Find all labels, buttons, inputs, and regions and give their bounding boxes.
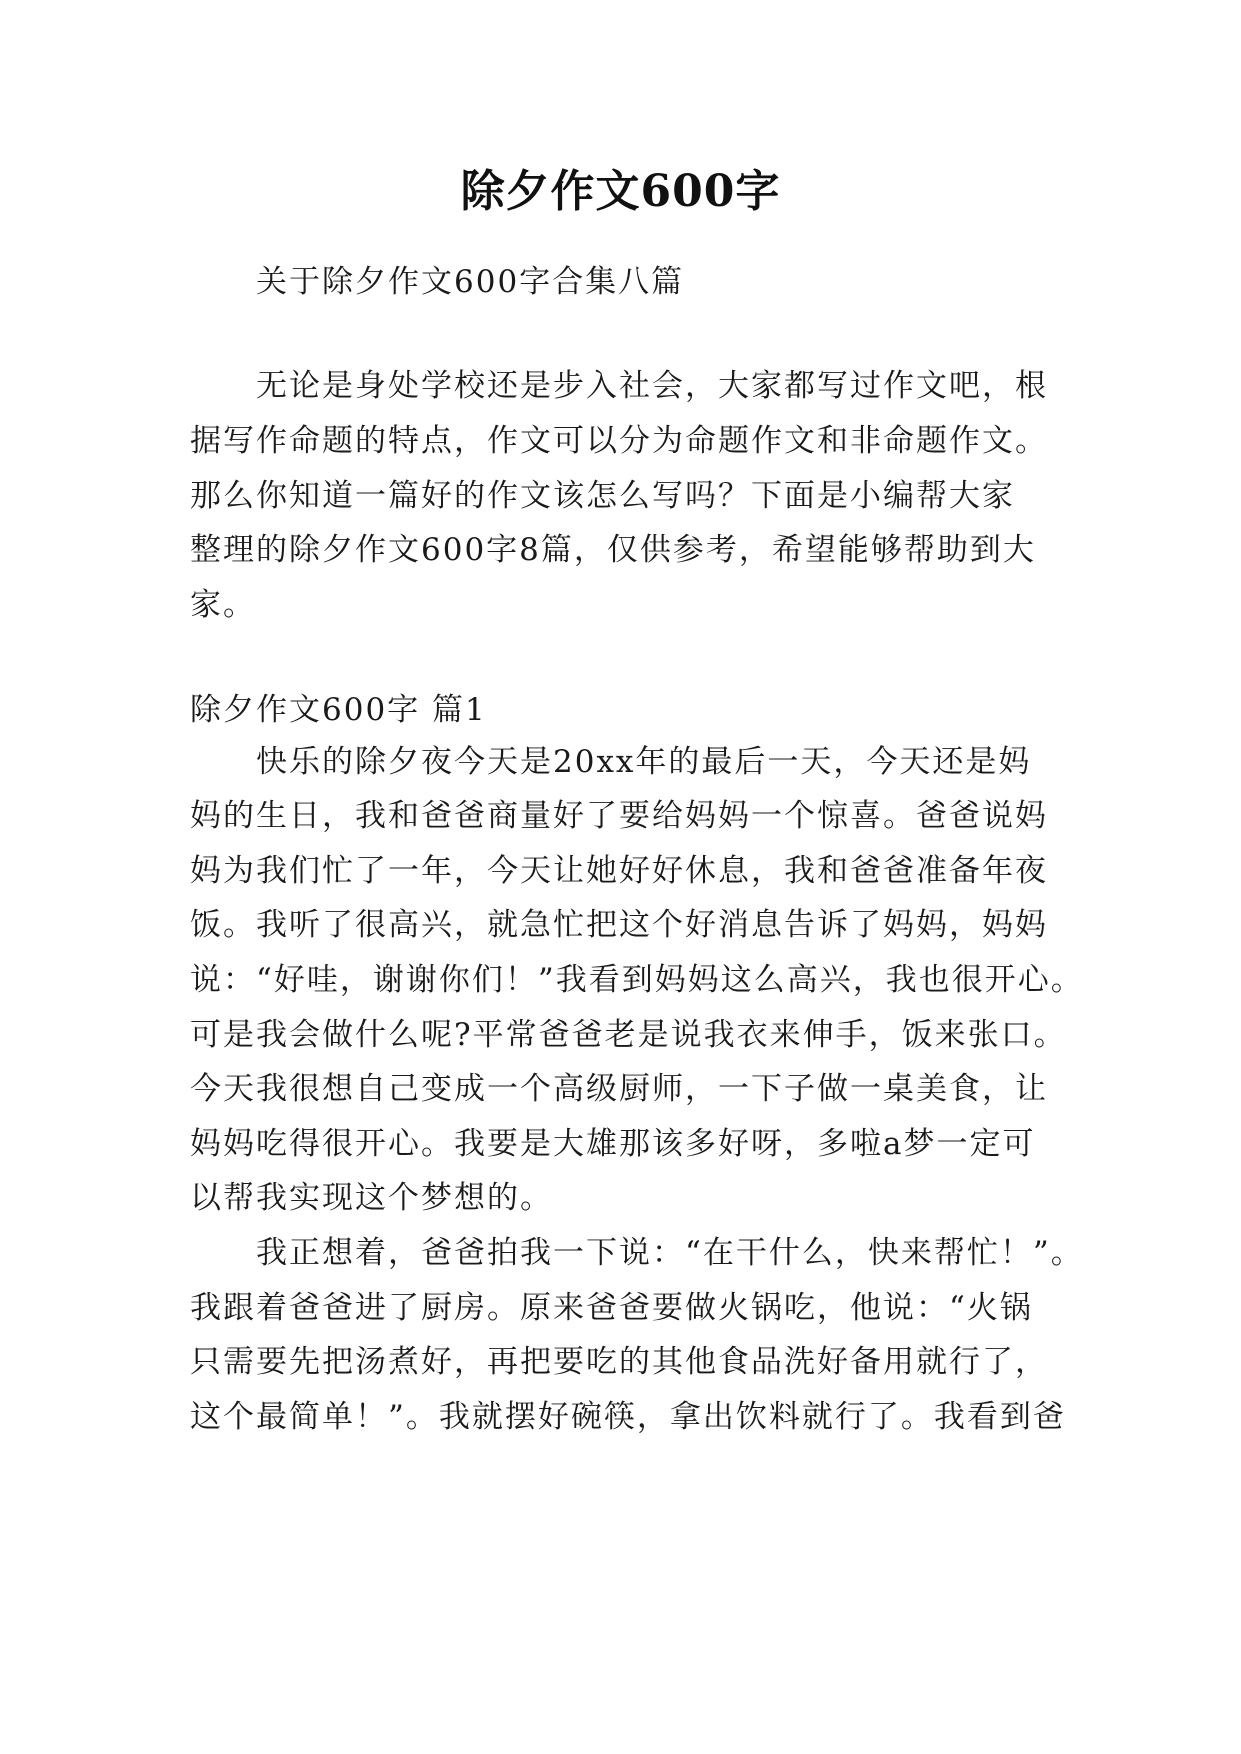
subtitle: 关于除夕作文600字合集八篇	[256, 264, 685, 300]
para2-line-4: 这个最简单！”。我就摆好碗筷，拿出饮料就行了。我看到爸	[190, 1399, 1066, 1435]
section-heading: 除夕作文600字 篇1	[190, 692, 487, 728]
intro-line-4: 整理的除夕作文600字8篇，仅供参考，希望能够帮助到大	[190, 532, 1036, 568]
para1-line-4: 饭。我听了很高兴，就急忙把这个好消息告诉了妈妈，妈妈	[190, 907, 1048, 943]
intro-line-3: 那么你知道一篇好的作文该怎么写吗？下面是小编帮大家	[190, 478, 1015, 514]
para1-line-7: 今天我很想自己变成一个高级厨师，一下子做一桌美食，让	[190, 1071, 1048, 1107]
intro-line-5: 家。	[190, 587, 256, 623]
para1-line-8: 妈妈吃得很开心。我要是大雄那该多好呀，多啦a梦一定可	[190, 1126, 1036, 1162]
intro-line-1: 无论是身处学校还是步入社会，大家都写过作文吧，根	[256, 368, 1048, 404]
para1-line-3: 妈为我们忙了一年，今天让她好好休息，我和爸爸准备年夜	[190, 853, 1048, 889]
para2-line-3: 只需要先把汤煮好，再把要吃的其他食品洗好备用就行了，	[190, 1344, 1048, 1380]
para1-line-6: 可是我会做什么呢?平常爸爸老是说我衣来伸手，饭来张口。	[190, 1017, 1067, 1053]
para1-line-1: 快乐的除夕夜今天是20xx年的最后一天，今天还是妈	[256, 744, 1032, 780]
para2-line-1: 我正想着，爸爸拍我一下说：“在干什么，快来帮忙！”。	[256, 1235, 1084, 1271]
page-title: 除夕作文600字	[460, 166, 781, 217]
para1-line-9: 以帮我实现这个梦想的。	[190, 1180, 553, 1216]
para2-line-2: 我跟着爸爸进了厨房。原来爸爸要做火锅吃，他说：“火锅	[190, 1290, 1033, 1326]
para1-line-5: 说：“好哇，谢谢你们！”我看到妈妈这么高兴，我也很开心。	[190, 962, 1084, 998]
para1-line-2: 妈的生日，我和爸爸商量好了要给妈妈一个惊喜。爸爸说妈	[190, 798, 1048, 834]
intro-line-2: 据写作命题的特点，作文可以分为命题作文和非命题作文。	[190, 423, 1048, 459]
